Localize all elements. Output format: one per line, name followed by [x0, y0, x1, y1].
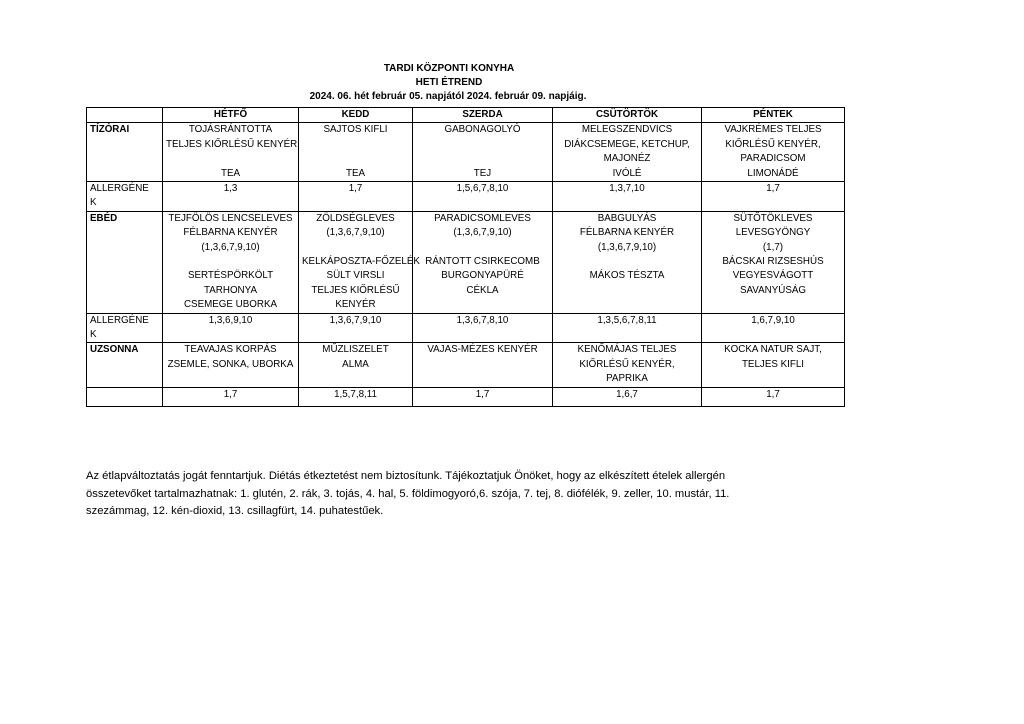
meal-line: BÁCSKAI RIZSESHÚS [722, 256, 824, 268]
day-header: KEDD [299, 108, 413, 123]
allergen-notice [86, 468, 846, 521]
allergen-cell: 1,3,7,10 [553, 182, 702, 212]
meal-line: CÉKLA [466, 284, 499, 296]
meal-line: TELJES KIŐRLÉSŰ [311, 284, 400, 296]
meal-line: CSEMEGE UBORKA [183, 299, 278, 311]
meal-line: MAJONÉZ [603, 153, 651, 165]
meal-line: SAVANYÚSÁG [739, 284, 807, 296]
meal-line [302, 138, 409, 152]
day-header: SZERDA [413, 108, 553, 123]
row-label [87, 313, 163, 343]
meal-line: TEAVAJAS KORPÁS [184, 344, 277, 356]
table-header-row [87, 108, 845, 123]
meal-line: TELJES KIFLI [741, 358, 805, 370]
meal-line: RÁNTOTT CSIRKECOMB [425, 256, 540, 268]
day-header: CSÜTÖRTÖK [553, 108, 702, 123]
allergen-label-line: K [90, 197, 97, 209]
meal-line: PARADICSOMLEVES [434, 212, 531, 224]
meal-line: (1,3,6,7,9,10) [453, 227, 512, 239]
row-label: TÍZÓRAI [87, 123, 163, 182]
allergen-cell: 1,7 [702, 387, 845, 406]
meal-line: ZÖLDSÉGLEVES [316, 212, 395, 224]
allergen-label-line: K [90, 329, 97, 341]
meal-line: MŰZLISZELET [322, 344, 389, 356]
meal-line: ALMA [342, 358, 369, 370]
allergen-label-line: ALLERGÉNE [90, 314, 149, 326]
meal-line [166, 255, 295, 269]
day-header: PÉNTEK [702, 108, 845, 123]
table-row [87, 313, 845, 343]
meal-line: TEA [220, 167, 241, 179]
meal-line: SÜLT VIRSLI [326, 270, 385, 282]
meal-line [416, 241, 549, 255]
meal-line: KOCKA NATUR SAJT, [724, 344, 822, 356]
table-row [87, 211, 845, 313]
meal-line: PAPRIKA [606, 373, 648, 385]
allergen-cell: 1,7 [413, 387, 553, 406]
meal-line [416, 152, 549, 166]
meal-line: (1,7) [762, 241, 784, 253]
meal-line: TEA [345, 167, 366, 179]
table-row [87, 387, 845, 406]
meal-line: (1,3,6,7,9,10) [201, 241, 260, 253]
allergen-cell: 1,7 [702, 182, 845, 212]
meal-line [166, 152, 295, 166]
meal-cell [163, 343, 299, 387]
meal-line: LIMONÁDÉ [747, 167, 799, 179]
meal-cell [299, 123, 413, 182]
row-label [87, 182, 163, 212]
weekly-menu-table [86, 107, 845, 407]
notice-line: szezámmag, 12. kén-dioxid, 13. csillagfürt, 14. puhatestűek. [86, 505, 384, 518]
meal-line: BURGONYAPÜRÉ [441, 270, 524, 282]
meal-line: LEVESGYÖNGY [735, 227, 811, 239]
allergen-cell: 1,5,7,8,11 [299, 387, 413, 406]
table-row [87, 343, 845, 387]
meal-line: TELJES KIŐRLÉSŰ KENYÉR, [166, 138, 300, 150]
allergen-cell: 1,3,6,7,9,10 [299, 313, 413, 343]
meal-line: KIŐRLÉSŰ KENYÉR, [725, 138, 821, 150]
notice-line: Az étlapváltoztatás jogát fenntartjuk. Diétás étkeztetést nem biztosítunk. Tájékoztatjuk Önöket, hogy az elkészített ételek allergén [86, 470, 726, 482]
meal-line: DIÁKCSEMEGE, KETCHUP, [564, 138, 690, 150]
meal-cell [553, 211, 702, 313]
meal-line: GABONAGOLYÓ [444, 124, 521, 136]
meal-cell [163, 123, 299, 182]
meal-cell [702, 123, 845, 182]
meal-line: TARHONYA [204, 284, 257, 296]
allergen-cell: 1,3,5,6,7,8,11 [553, 313, 702, 343]
meal-line: SAJTOS KIFLI [323, 124, 388, 136]
kitchen-title: TARDI KÖZPONTI KONYHA [383, 63, 515, 74]
meal-line: TOJÁSRÁNTOTTA [188, 124, 273, 136]
allergen-label-line: ALLERGÉNE [90, 183, 149, 195]
row-label [87, 387, 163, 406]
meal-line [302, 241, 409, 255]
meal-line: IVÓLÉ [612, 167, 642, 179]
meal-cell [413, 123, 553, 182]
meal-line [416, 138, 549, 152]
meal-cell [413, 211, 553, 313]
meal-cell [702, 211, 845, 313]
meal-line: SERTÉSPÖRKÖLT [187, 270, 274, 282]
allergen-cell: 1,7 [299, 182, 413, 212]
allergen-cell: 1,6,7,9,10 [702, 313, 845, 343]
meal-line: MELEGSZENDVICS [581, 124, 673, 136]
meal-cell [299, 343, 413, 387]
meal-line: (1,3,6,7,9,10) [326, 227, 385, 239]
meal-cell [163, 211, 299, 313]
meal-line: VEGYESVÁGOTT [732, 270, 814, 282]
meal-line: MÁKOS TÉSZTA [589, 270, 665, 282]
meal-line: TEJ [473, 167, 492, 179]
meal-line: KIŐRLÉSŰ KENYÉR, [579, 358, 675, 370]
meal-line: TEJFÖLÖS LENCSELEVES [168, 212, 293, 224]
meal-line: VAJKRÉMES TELJES [724, 124, 822, 136]
table-row [87, 123, 845, 182]
meal-cell [413, 343, 553, 387]
allergen-cell: 1,5,6,7,8,10 [413, 182, 553, 212]
allergen-cell: 1,3 [163, 182, 299, 212]
meal-cell [553, 123, 702, 182]
table-row [87, 182, 845, 212]
menu-subtitle: HETI ÉTREND [415, 77, 483, 88]
meal-cell [299, 211, 420, 313]
meal-line: KENYÉR [335, 299, 376, 311]
day-header: HÉTFŐ [163, 108, 299, 123]
row-label: UZSONNA [87, 343, 163, 387]
meal-line: ZSEMLE, SONKA, UBORKA [167, 358, 294, 370]
meal-cell [553, 343, 702, 387]
meal-line: FÉLBARNA KENYÉR [183, 227, 278, 239]
meal-line: BABGULYÁS [597, 212, 657, 224]
meal-cell [702, 343, 845, 387]
meal-line: KENŐMÁJAS TELJES [577, 344, 677, 356]
meal-line: PARADICSOM [740, 153, 806, 165]
menu-period: 2024. 06. hét február 05. napjától 2024. február 09. napjáig. [309, 91, 587, 102]
allergen-cell: 1,6,7 [553, 387, 702, 406]
meal-line: (1,3,6,7,9,10) [597, 241, 657, 253]
allergen-cell: 1,3,6,7,8,10 [413, 313, 553, 343]
meal-line [556, 255, 698, 269]
meal-line: KELKÁPOSZTA-FŐZELÉK [302, 256, 420, 268]
allergen-cell: 1,7 [163, 387, 299, 406]
meal-line: FÉLBARNA KENYÉR [579, 227, 675, 239]
meal-line: SÜTŐTÖKLEVES [733, 212, 813, 224]
allergen-cell: 1,3,6,9,10 [163, 313, 299, 343]
meal-line [302, 152, 409, 166]
row-label: EBÉD [87, 211, 163, 313]
corner-cell [87, 108, 163, 123]
notice-line: összetevőket tartalmazhatnak: 1. glutén, 2. rák, 3. tojás, 4. hal, 5. földimogyoró,6. szója, 7. tej, 8. diófélék, 9. zeller, 10. mustár, 11. [86, 487, 730, 500]
meal-line: VAJAS-MÉZES KENYÉR [427, 344, 538, 356]
